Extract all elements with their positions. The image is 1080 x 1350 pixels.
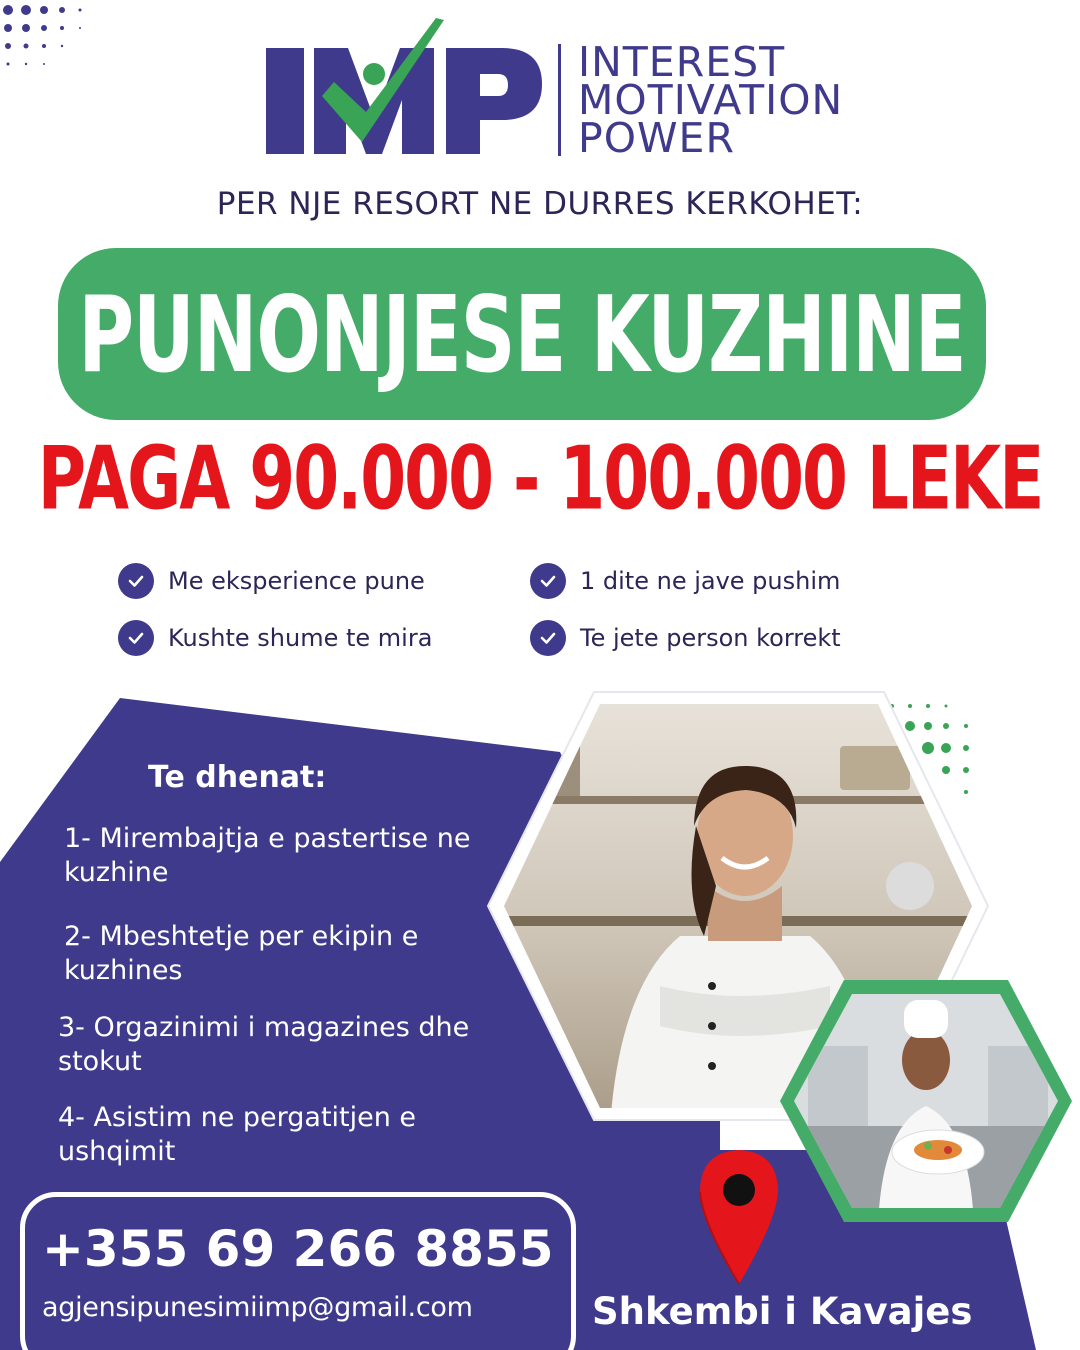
logo-word-interest: INTEREST	[578, 38, 786, 86]
details-heading: Te dhenat:	[148, 760, 327, 795]
detail-item: 3- Orgazinimi i magazines dhe stokut	[58, 1012, 470, 1077]
map-pin-icon	[694, 1146, 784, 1286]
detail-item: 2- Mbeshtetje per ekipin e kuzhines	[64, 921, 419, 986]
subheading: PER NJE RESORT NE DURRES KERKOHET:	[216, 186, 864, 222]
requirement-label: 1 dite ne jave pushim	[580, 567, 841, 595]
chef-photo-small	[778, 976, 1074, 1226]
requirement-label: Te jete person korrekt	[580, 624, 841, 652]
logo-word-motivation: MOTIVATION	[578, 76, 844, 124]
requirement-label: Me eksperience pune	[168, 567, 425, 595]
logo-word-power: POWER	[578, 114, 735, 162]
location-label: Shkembi i Kavajes	[592, 1290, 973, 1333]
requirement-label: Kushte shume te mira	[168, 624, 433, 652]
detail-item: 1- Mirembajtja e pastertise ne kuzhine	[64, 823, 471, 888]
phone-number[interactable]: +355 69 266 8855	[42, 1220, 554, 1278]
detail-item: 4- Asistim ne pergatitjen e ushqimit	[58, 1102, 417, 1167]
job-title: PUNONJESE KUZHINE	[78, 272, 966, 396]
salary-heading: PAGA 90.000 - 100.000 LEKE	[37, 427, 1043, 530]
email-address[interactable]: agjensipunesimiimp@gmail.com	[42, 1292, 473, 1323]
